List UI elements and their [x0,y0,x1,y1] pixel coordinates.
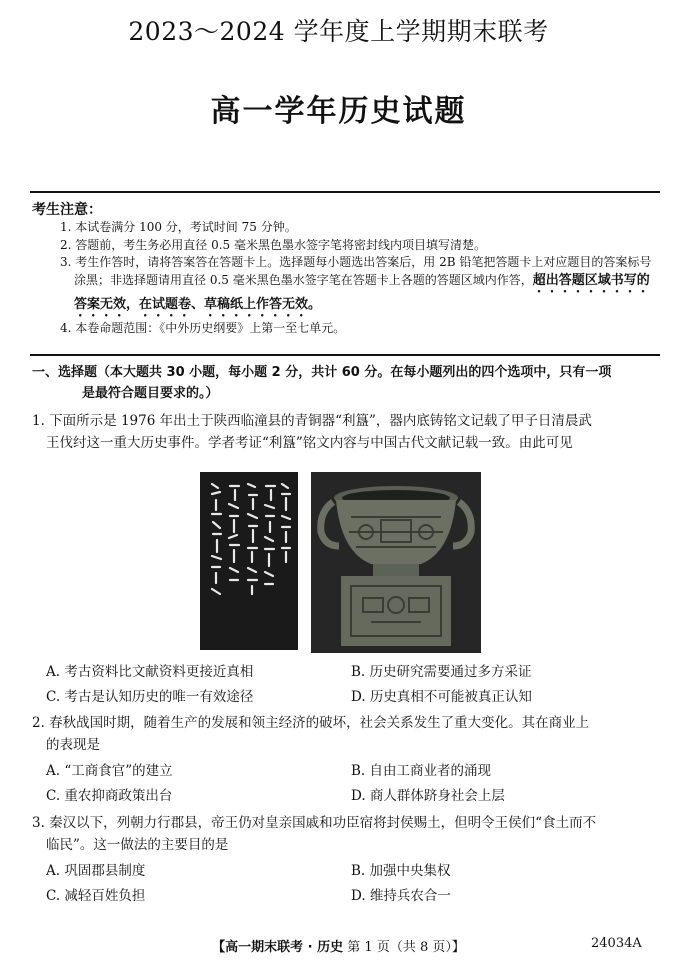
question-stem: 的表现是 [46,737,100,753]
notice-list [60,219,652,337]
paper-code: 24034A [591,936,642,951]
option-b[interactable]: B. 历史研究需要通过多方采证 [351,664,532,680]
option-b[interactable]: B. 加强中央集权 [351,863,451,879]
section-heading-line: 一、选择题（本大题共 30 小题，每小题 2 分，共计 60 分。在每小题列出的四个选项中，只有一项 [32,365,612,380]
exam-title: 2023～2024 学年度上学期期末联考 [128,17,549,46]
notice-emphasis: 超出答题区域书写的答案无效，在试题卷、草稿纸上作答无效。 [74,272,650,312]
question-stem: 临民”。这一做法的主要目的是 [46,837,229,853]
question-2 [32,712,652,756]
option-d[interactable]: D. 历史真相不可能被真正认知 [351,689,532,705]
question-2-options [46,759,656,809]
question-stem: 2. 春秋战国时期，随着生产的发展和领主经济的破坏，社会关系发生了重大变化。其在商业上 [32,715,590,731]
option-row [46,759,656,784]
option-a[interactable]: A. 考古资料比文献资料更接近真相 [46,664,254,680]
option-row [46,884,656,909]
option-b[interactable]: B. 自由工商业者的涌现 [351,763,492,779]
inscription-rubbing-image [200,472,298,650]
question-1-options [46,660,656,710]
footer-label: 【高一期末联考 · 历史 [212,940,344,955]
notice-top-rule [30,191,660,193]
page-footer [0,936,677,955]
notice-item: 4. 本卷命题范围：《中外历史纲要》上第一至七单元。 [60,320,346,335]
question-stem: 1. 下面所示是 1976 年出土于陕西临潼县的青铜器“利簋”，器内底铸铭文记载了甲子日清晨武 [32,413,592,429]
option-row [46,784,656,809]
notice-item-text: 3. 考生作答时，请将答案答在答题卡上。选择题每小题选出答案后，用 2B 铅笔把答题卡上对应题目的答案标号涂黑；非选择题请用直径 0.5 毫米黑色墨水签字笔在答题卡上各题的答题区域内作答， [60,255,652,287]
option-row [46,660,656,685]
li-gui-bronze-vessel-image [311,472,481,653]
notice-bottom-rule [30,354,660,356]
notice-heading: 考生注意： [32,202,102,218]
option-a[interactable]: A. 巩固郡县制度 [46,863,146,879]
notice-item: 1. 本试卷满分 100 分，考试时间 75 分钟。 [60,220,297,234]
option-d[interactable]: D. 维持兵农合一 [351,888,451,904]
inscription-rubbing-icon [200,472,298,650]
option-c[interactable]: C. 重农抑商政策出台 [46,788,173,804]
question-stem: 王伐纣这一重大历史事件。学者考证“利簋”铭文内容与中国古代文献记载一致。由此可见 [46,435,573,451]
option-d[interactable]: D. 商人群体跻身社会上层 [351,788,505,804]
section-heading-line: 是最符合题目要求的。） [82,386,219,401]
footer-page-info: 第 1 页（共 8 页）】 [347,940,465,955]
notice-item: 2. 答题前，考生务必用直径 0.5 毫米黑色墨水签字笔将密封线内项目填写清楚。 [60,237,486,252]
question-stem: 3. 秦汉以下，列朝力行郡县，帝王仍对皇亲国戚和功臣宿将封侯赐土，但明令王侯们“食土而不 [32,815,597,831]
option-row [46,859,656,884]
question-3-options [46,859,656,909]
option-c[interactable]: C. 减轻百姓负担 [46,888,146,904]
option-row [46,685,656,710]
section-heading [32,362,652,404]
question-3 [32,812,652,856]
question-1 [32,410,652,454]
option-c[interactable]: C. 考古是认知历史的唯一有效途径 [46,689,254,705]
notice-item [60,254,652,320]
option-a[interactable]: A. “工商食官”的建立 [46,763,173,779]
subject-title: 高一学年历史试题 [210,94,467,129]
bronze-vessel-icon [311,472,481,653]
